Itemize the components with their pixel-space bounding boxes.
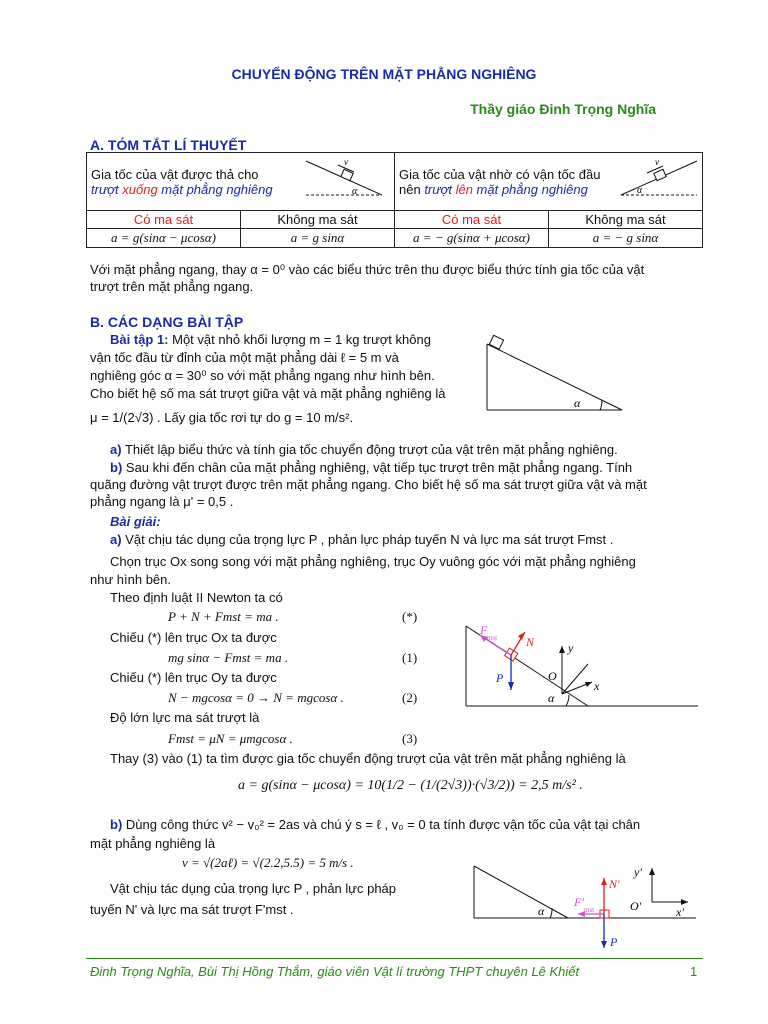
equation-1-tag: (1) — [402, 650, 418, 665]
col-friction-2: Có ma sát — [395, 211, 549, 229]
solution-a-label: a) — [110, 532, 122, 547]
newton-intro: Theo định luật II Newton ta có — [110, 590, 283, 605]
formula-up-friction: a = − g(sinα + μcosα) — [395, 229, 549, 248]
x-prime-label: x' — [676, 905, 684, 919]
velocity-label-up: v — [655, 157, 659, 167]
col-nofriction-2: Không ma sát — [549, 211, 703, 229]
acceleration-result: a = g(sinα − μcosα) = 10(1/2 − (1/(2√3))·(√3/2)) = 2,5 m/s² . — [238, 778, 583, 793]
exercise-line-2: vận tốc đầu từ đỉnh của một mặt phẳng dài ℓ = 5 m và — [90, 350, 399, 365]
equation-star-tag: (*) — [402, 609, 418, 624]
exercise-line-3: nghiêng góc α = 30⁰ so với mặt phẳng ngang như hình bên. — [90, 368, 435, 383]
friction-magnitude: Độ lớn lực ma sát trượt là — [110, 710, 260, 725]
friction-force-label-2: F' — [574, 895, 584, 909]
friction-sub-label: mst — [487, 634, 498, 642]
author: Thầy giáo Đinh Trọng Nghĩa — [470, 101, 656, 117]
alpha-label-fig2: α — [548, 691, 555, 705]
origin-prime-label: O' — [630, 899, 642, 913]
col-friction-1: Có ma sát — [87, 211, 241, 229]
normal-force-label: N — [526, 635, 535, 649]
exercise-line-4: Cho biết hệ số ma sát trượt giữa vật và mặt phẳng nghiêng là — [90, 386, 446, 401]
part-b-line-3: phẳng ngang là μ' = 0,5 . — [90, 494, 234, 509]
normal-force-label-2: N' — [609, 877, 620, 891]
solution-b-line-4: tuyến N' và lực ma sát trượt F'mst . — [90, 902, 294, 917]
exercise-line-5: μ = 1/(2√3) . Lấy gia tốc rơi tự do g = 10 m/s². — [90, 410, 354, 425]
section-a-heading: A. TÓM TẮT LÍ THUYẾT — [90, 137, 247, 153]
horizontal-note-2: trượt trên mặt phẳng ngang. — [90, 279, 254, 294]
summary-up-cell — [395, 153, 703, 211]
part-a-text: Thiết lập biểu thức và tính gia tốc chuyển động trượt của vật trên mặt phẳng nghiêng. — [121, 442, 618, 457]
origin-label: O — [548, 669, 557, 683]
alpha-label-up: α — [637, 185, 643, 196]
part-a-label: a) — [110, 442, 122, 457]
up-motion-post: mặt phẳng nghiêng — [472, 181, 588, 197]
friction-sub-label-2: mst — [584, 906, 595, 914]
substitution-text: Thay (3) vào (1) ta tìm được gia tốc chuyển động trượt của vật trên mặt phẳng nghiêng là — [110, 751, 626, 766]
down-motion-dir: xuống — [122, 181, 158, 197]
force-diagram-1 — [458, 620, 708, 720]
down-motion-pre: trượt — [91, 181, 123, 197]
incline-figure-1 — [482, 332, 632, 414]
x-axis-label: x — [594, 679, 600, 693]
solution-b-label: b) — [110, 817, 123, 832]
friction-force-label: F — [480, 623, 488, 637]
up-motion-pre: trượt — [424, 181, 456, 197]
alpha-label-fig3: α — [538, 904, 545, 918]
summary-table — [86, 152, 703, 248]
formula-down-nofriction: a = g sinα — [241, 229, 395, 248]
footer-text: Đinh Trọng Nghĩa, Bùi Thị Hồng Thắm, giáo viên Vật lí trường THPT chuyên Lê Khiết — [90, 964, 580, 979]
solution-b-line-1: Dùng công thức v² − v₀² = 2as và chú ý s = ℓ , v₀ = 0 ta tính được vận tốc của vật tại chân — [122, 817, 641, 832]
equation-3: Fmst = μN = μmgcosα . — [168, 731, 293, 746]
equation-2: N − mgcosα = 0 → N = mgcosα . — [168, 690, 344, 705]
y-axis-label: y — [568, 641, 574, 655]
exercise-label: Bài tập 1: — [110, 332, 169, 347]
section-b-heading: B. CÁC DẠNG BÀI TẬP — [90, 314, 244, 330]
page-title: CHUYỂN ĐỘNG TRÊN MẶT PHẲNG NGHIÊNG — [231, 66, 537, 82]
incline-up-icon — [617, 157, 707, 203]
force-diagram-2 — [466, 852, 706, 952]
solution-b-line-3: Vật chịu tác dụng của trọng lực P , phản lực pháp — [110, 881, 397, 896]
down-intro: Gia tốc của vật được thả cho — [91, 166, 259, 182]
footer-divider — [86, 958, 703, 959]
solution-b-line-2: mặt phẳng nghiêng là — [90, 836, 216, 851]
axis-choice-2: như hình bên. — [90, 572, 171, 587]
up-pre: nên — [399, 181, 425, 197]
axis-choice-1: Chọn trục Ox song song với mặt phẳng nghiêng, trục Oy vuông góc với mặt phẳng nghiêng — [110, 554, 636, 569]
part-b-label: b) — [110, 460, 123, 475]
summary-down-cell — [87, 153, 395, 211]
alpha-label: α — [352, 186, 358, 197]
equation-3-tag: (3) — [402, 731, 418, 746]
incline-down-icon — [302, 157, 392, 203]
up-intro: Gia tốc của vật nhờ có vận tốc đầu — [399, 166, 601, 182]
formula-up-nofriction: a = − g sinα — [549, 229, 703, 248]
page-number: 1 — [690, 964, 698, 979]
alpha-label-fig1: α — [574, 396, 581, 410]
weight-label-2: P — [610, 935, 618, 949]
velocity-equation: v = √(2aℓ) = √(2.2,5.5) = 5 m/s . — [182, 855, 354, 870]
exercise-line-1: Một vật nhỏ khối lượng m = 1 kg trượt không — [168, 332, 431, 347]
solution-a-text: Vật chịu tác dụng của trọng lực P , phản lực pháp tuyến N và lực ma sát trượt Fmst . — [121, 532, 614, 547]
y-prime-label: y' — [634, 865, 642, 879]
equation-star: P + N + Fmst = ma . — [168, 609, 279, 624]
equation-2-tag: (2) — [402, 690, 418, 705]
projection-ox: Chiếu (*) lên trục Ox ta được — [110, 630, 277, 645]
velocity-label: v — [344, 157, 348, 167]
equation-1: mg sinα − Fmst = ma . — [168, 650, 289, 665]
up-motion-dir: lên — [455, 181, 473, 197]
solution-label: Bài giải: — [110, 514, 161, 529]
projection-oy: Chiếu (*) lên trục Oy ta được — [110, 670, 277, 685]
col-nofriction-1: Không ma sát — [241, 211, 395, 229]
horizontal-note-1: Với mặt phẳng ngang, thay α = 0⁰ vào các biểu thức trên thu được biểu thức tính gia tốc của vật — [90, 262, 645, 277]
part-b-line-2: quãng đường vật trượt được trên mặt phẳng ngang. Cho biết hệ số ma sát trượt giữa vật và mặt — [90, 477, 647, 492]
part-b-line-1: Sau khi đến chân của mặt phẳng nghiêng, vật tiếp tục trượt trên mặt phẳng ngang. Tính — [122, 460, 633, 475]
weight-label: P — [496, 671, 504, 685]
formula-down-friction: a = g(sinα − μcosα) — [87, 229, 241, 248]
down-motion-post: mặt phẳng nghiêng — [157, 181, 273, 197]
